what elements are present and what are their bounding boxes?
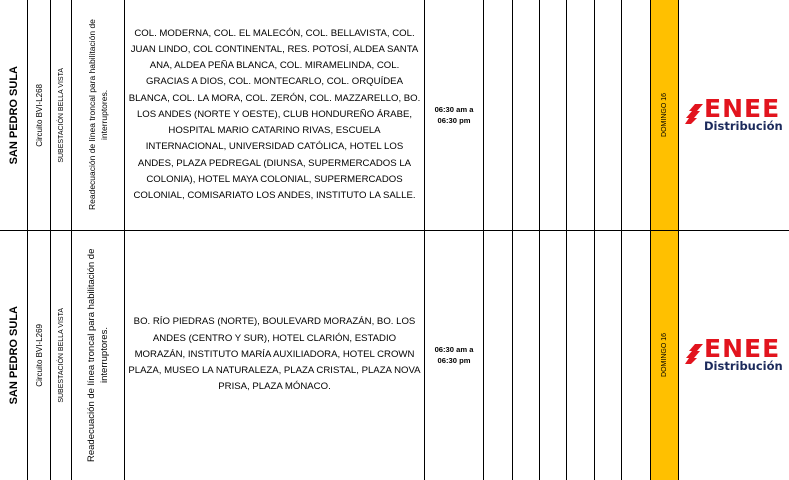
logo-subtitle: Distribución (704, 119, 783, 133)
table-row (0, 230, 789, 480)
circuit-cell (28, 0, 51, 230)
substation-cell (51, 0, 72, 230)
circuit-label: Circuito BVI-L269 (34, 323, 44, 387)
affected-areas-text: COL. MODERNA, COL. EL MALECÓN, COL. BELLAVISTA, COL. JUAN LINDO, COL CONTINENTAL, RES. POTOSÍ, ALDEA SANTA ANA, ALDEA PEÑA BLANCA, COL. MIRAMELINDA, COL. GRACIAS A DIOS, COL. MONTECARLO, COL. ORQUÍDEA BLANCA, COL. LA MORA, COL. ZERÓN, COL. MAZZARELLO, BO. LOS ANDES (NORTE Y OESTE), CLUB HONDUREÑO ÁRABE, HOSPITAL MARIO CATARINO RIVAS, ESCUELA INTERNACIONAL, UNIVERSIDAD CATÓLICA, HOTEL LOS ANDES, PLAZA PEDREGAL (DIUNSA, SUPERMERCADOS LA COLONIA), HOTEL MAYA COLONIAL, SUPERMERCADOS COLONIAL, COMISARIATO LOS ANDES, INSTITUTO LA SALLE. (128, 27, 421, 201)
city-label: SAN PEDRO SULA (7, 65, 20, 165)
empty-cell (622, 230, 651, 480)
city-cell (0, 0, 28, 230)
empty-cell (484, 230, 513, 480)
affected-areas-text: BO. RÍO PIEDRAS (NORTE), BOULEVARD MORAZÁN, BO. LOS ANDES (CENTRO Y SUR), HOTEL CLARIÓN, ESTADIO MORAZÁN, INSTITUTO MARÍA AUXILIADORA, HOTEL CROWN PLAZA, MUSEO LA NATURALEZA, PLAZA CRISTAL, PLAZA NOVA PRISA, PLAZA MÓNACO. (128, 316, 421, 393)
enee-logo (685, 94, 789, 133)
affected-areas-cell (125, 0, 425, 230)
empty-cell (540, 230, 567, 480)
empty-cell (567, 0, 595, 230)
circuit-label: Circuito BVI-L268 (34, 83, 44, 147)
row-divider (0, 230, 789, 231)
work-description: Readecuación de línea troncal para habilitación de interruptores. (87, 19, 109, 211)
substation-cell (51, 230, 72, 480)
time-text: 06:30 am a 06:30 pm (434, 345, 474, 365)
empty-cell (622, 0, 651, 230)
day-label: DOMINGO 16 (661, 93, 668, 137)
time-text: 06:30 am a 06:30 pm (434, 105, 474, 125)
table-row (0, 0, 789, 230)
time-cell (425, 0, 484, 230)
empty-cell (595, 230, 622, 480)
substation-label: SUBESTACIÓN BELLA VISTA (57, 307, 65, 403)
logo-wordmark: ENEE (704, 94, 781, 123)
work-cell (72, 0, 125, 230)
logo-subtitle: Distribución (704, 359, 783, 373)
city-cell (0, 230, 28, 480)
logo-cell (679, 0, 789, 230)
empty-cell (513, 0, 540, 230)
circuit-cell (28, 230, 51, 480)
empty-cell (567, 230, 595, 480)
affected-areas-cell (125, 230, 425, 480)
enee-flame-icon (685, 104, 703, 124)
day-label: DOMINGO 16 (661, 333, 668, 377)
substation-label: SUBESTACIÓN BELLA VISTA (57, 67, 65, 163)
day-cell (651, 230, 679, 480)
empty-cell (484, 0, 513, 230)
enee-logo (685, 334, 789, 373)
logo-wordmark: ENEE (704, 334, 781, 363)
empty-cell (595, 0, 622, 230)
time-cell (425, 230, 484, 480)
day-cell (651, 0, 679, 230)
empty-cell (540, 0, 567, 230)
logo-cell (679, 230, 789, 480)
enee-flame-icon (685, 344, 703, 364)
city-label: SAN PEDRO SULA (7, 305, 20, 405)
work-description: Readecuación de línea troncal para habilitación de interruptores. (86, 248, 110, 462)
work-cell (72, 230, 125, 480)
empty-cell (513, 230, 540, 480)
